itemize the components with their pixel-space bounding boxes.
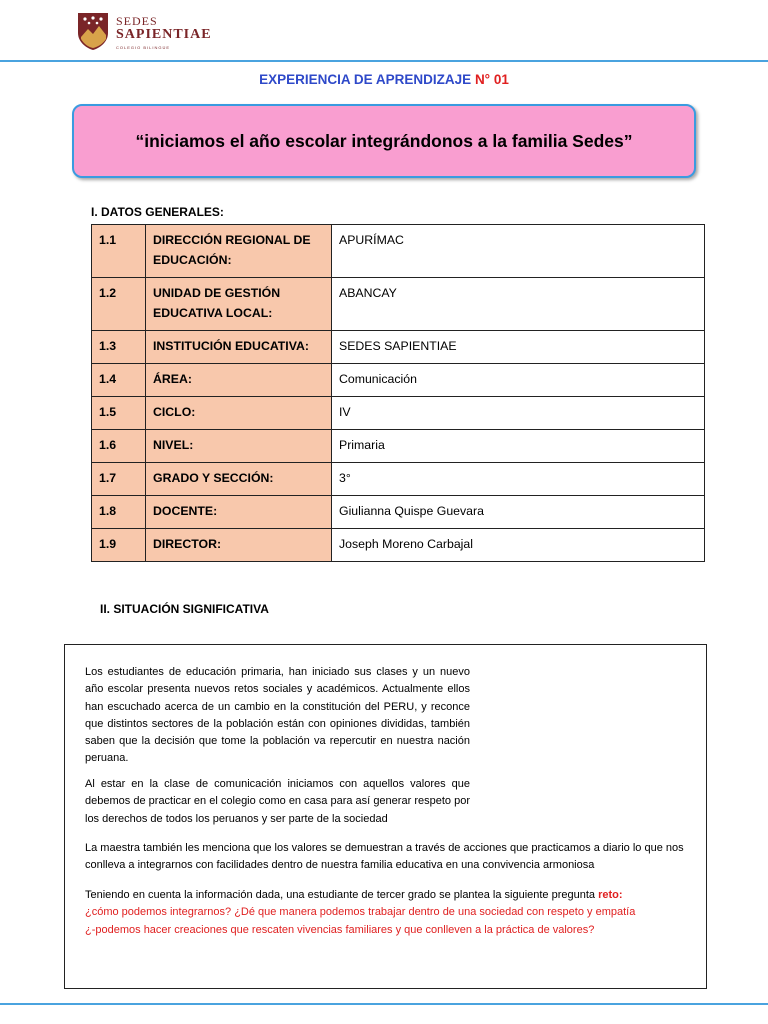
row-number: 1.8 — [92, 496, 146, 529]
banner-text: “iniciamos el año escolar integrándonos a la familia Sedes” — [135, 130, 633, 151]
datos-row — [92, 278, 705, 331]
title-number: N° 01 — [474, 72, 509, 87]
row-value: Primaria — [332, 430, 705, 463]
row-number: 1.4 — [92, 364, 146, 397]
row-label: DOCENTE: — [146, 496, 332, 529]
datos-row — [92, 225, 705, 278]
row-number: 1.6 — [92, 430, 146, 463]
row-value: ABANCAY — [332, 278, 705, 331]
situacion-paragraph-1: Los estudiantes de educación primaria, han iniciado sus clases y un nuevo año escolar presenta nuevos retos sociales y académicos. Actualmente ellos han escuchado acerca de un cambio en la constitución del PERU, y reconce que distintos sectores de la población están con opiniones divididas, también saben que la decisión que tome la población va repercutir en nuestra nación peruana. — [85, 666, 470, 765]
datos-row — [92, 397, 705, 430]
row-label: DIRECCIÓN REGIONAL DE EDUCACIÓN: — [146, 225, 332, 278]
row-value: 3° — [332, 463, 705, 496]
row-label: GRADO Y SECCIÓN: — [146, 463, 332, 496]
page-title — [0, 72, 768, 87]
situacion-paragraph-2: Al estar en la clase de comunicación iniciamos con aquellos valores que debemos de practicar en el colegio como en casa para así generar respeto por los derechos de todos los peruanos y ser parte de la sociedad — [85, 778, 470, 825]
row-number: 1.1 — [92, 225, 146, 278]
reto-question-2: ¿-podemos hacer creaciones que rescaten vivencias familiares y que conlleven a la práctica de valores? — [85, 923, 595, 936]
row-value: APURÍMAC — [332, 225, 705, 278]
logo-tagline: COLEGIO BILINGÜE — [116, 45, 171, 50]
row-number: 1.5 — [92, 397, 146, 430]
datos-row — [92, 463, 705, 496]
datos-row — [92, 364, 705, 397]
row-value: Comunicación — [332, 364, 705, 397]
situacion-paragraph-4 — [85, 887, 700, 939]
datos-row — [92, 529, 705, 562]
row-label: DIRECTOR: — [146, 529, 332, 562]
row-number: 1.2 — [92, 278, 146, 331]
row-number: 1.7 — [92, 463, 146, 496]
row-value: IV — [332, 397, 705, 430]
footer-rule — [0, 1003, 768, 1005]
school-logo — [76, 11, 226, 53]
pregunta-intro: Teniendo en cuenta la información dada, una estudiante de tercer grado se plantea la siguiente pregunta — [85, 889, 599, 901]
title-prefix: EXPERIENCIA DE APRENDIZAJE — [259, 72, 475, 87]
datos-generales-table — [91, 224, 705, 562]
row-value: SEDES SAPIENTIAE — [332, 331, 705, 364]
reto-label: reto: — [598, 889, 623, 901]
row-label: NIVEL: — [146, 430, 332, 463]
logo-name-line1: SEDES — [116, 14, 158, 28]
reto-question-1: ¿cómo podemos integrarnos? ¿Dé que manera podemos trabajar dentro de una sociedad con respeto y empatía — [85, 906, 636, 919]
row-label: ÁREA: — [146, 364, 332, 397]
row-label: CICLO: — [146, 397, 332, 430]
datos-row — [92, 496, 705, 529]
datos-row — [92, 331, 705, 364]
row-number: 1.3 — [92, 331, 146, 364]
section-2-heading: II. SITUACIÓN SIGNIFICATIVA — [100, 602, 269, 616]
row-label: UNIDAD DE GESTIÓN EDUCATIVA LOCAL: — [146, 278, 332, 331]
logo-name-line2: SAPIENTIAE — [116, 27, 212, 42]
row-number: 1.9 — [92, 529, 146, 562]
datos-row — [92, 430, 705, 463]
row-label: INSTITUCIÓN EDUCATIVA: — [146, 331, 332, 364]
header-rule — [0, 60, 768, 62]
section-1-heading: I. DATOS GENERALES: — [91, 205, 224, 219]
row-value: Joseph Moreno Carbajal — [332, 529, 705, 562]
shield-icon — [76, 11, 110, 51]
theme-banner — [72, 104, 696, 178]
row-value: Giulianna Quispe Guevara — [332, 496, 705, 529]
situacion-box — [64, 644, 707, 989]
situacion-paragraph-3: La maestra también les menciona que los valores se demuestran a través de acciones que practicamos a diario lo que nos conlleva a integrarnos con facilidades dentro de nuestra familia educativa en una convivencia armoniosa — [85, 842, 684, 872]
